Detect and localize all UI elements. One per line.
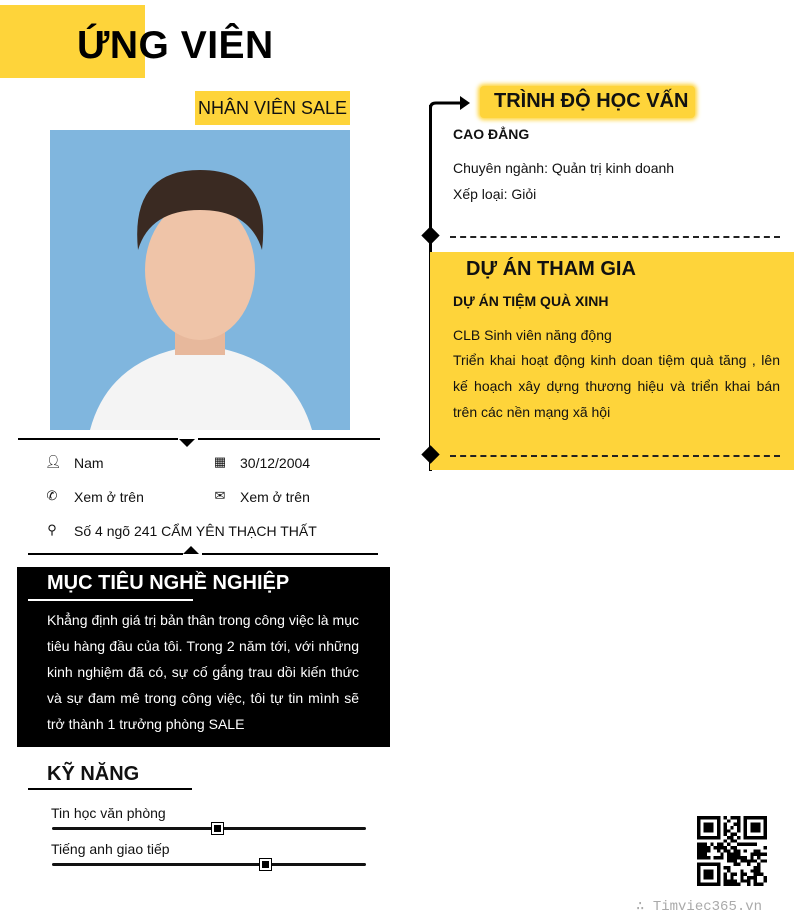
divider [28,788,192,790]
education-grade: Xếp loại: Giỏi [453,186,537,202]
phone-value: Xem ở trên [74,489,144,505]
skills-title: KỸ NĂNG [47,763,140,785]
skill-bar [52,863,366,866]
phone-icon: ✆ [46,488,58,503]
calendar-icon: ▦ [213,454,227,469]
dashed-divider [450,455,780,457]
watermark: ∴ Timviec365.vn [636,899,763,915]
skill-level-knob [260,859,271,870]
objective-text: Khẳng định giá trị bản thân trong công việc là mục tiêu hàng đầu của tôi. Trong 2 năm tới, với những kinh nghiệm đã có, sự cố gắng trau dồi kiến thức và sự đam mê trong công việc, tôi tự tin mình sẽ trở thành 1 trưởng phòng SALE [47,612,359,732]
skill-label: Tin học văn phòng [51,805,166,821]
triangle-up-icon [183,546,199,554]
skill-label: Tiếng anh giao tiếp [51,841,170,857]
divider [28,599,193,601]
project-name: DỰ ÁN TIỆM QUÀ XINH [453,293,609,309]
projects-title: DỰ ÁN THAM GIA [466,258,636,280]
location-pin-icon: ⚲ [47,522,57,537]
project-org: CLB Sinh viên năng động [453,327,612,343]
gender-value: Nam [74,455,104,471]
divider [202,553,378,555]
avatar-photo [50,130,350,430]
education-school: CAO ĐẲNG [453,126,530,142]
dashed-divider [450,236,780,238]
divider [198,438,380,440]
education-title: TRÌNH ĐỘ HỌC VẤN [494,90,689,112]
education-major: Chuyên ngành: Quản trị kinh doanh [453,160,675,176]
projects-section [430,252,794,470]
birthday-value: 30/12/2004 [240,455,311,471]
arrow-right-icon [428,94,474,114]
skill-level-knob [212,823,223,834]
project-desc: Triển khai hoạt động kinh doan tiệm quà tăng , lên kế hoạch xây dựng thương hiệu và triển khai bán trên các nền mạng xã hội [453,352,780,420]
position-badge: NHÂN VIÊN SALE [195,91,350,125]
user-icon: 👤︎ [45,454,62,469]
divider [28,553,183,555]
email-icon: ✉ [214,488,226,503]
objective-title: MỤC TIÊU NGHỀ NGHIỆP [47,572,290,594]
divider [18,438,178,440]
page-title: ỨNG VIÊN [77,24,274,67]
skill-bar [52,827,366,830]
triangle-down-icon [179,439,195,447]
education-header [480,86,695,118]
timeline-diamond-icon [421,226,439,244]
qr-code [697,816,767,886]
address-value: Số 4 ngõ 241 CẨM YÊN THẠCH THẤT [74,523,317,539]
objective-section [17,567,390,747]
email-value: Xem ở trên [240,489,310,505]
